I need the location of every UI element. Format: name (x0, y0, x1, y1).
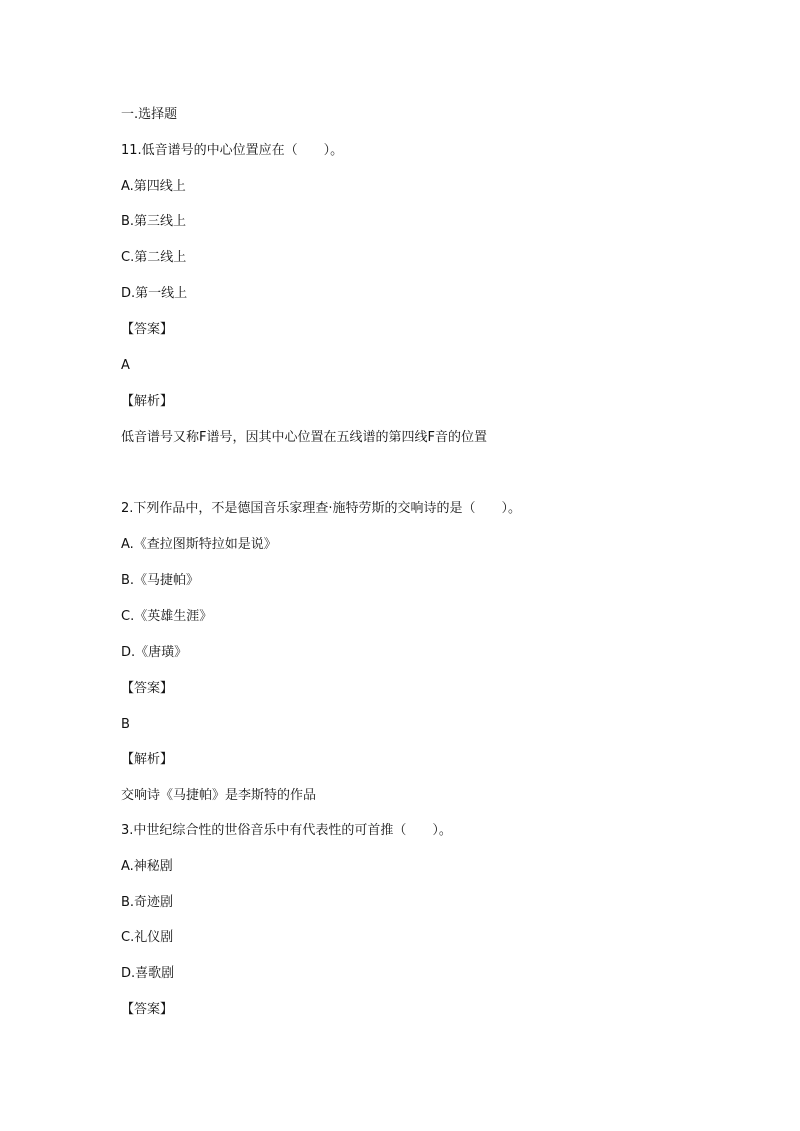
question-3-option-d: D.喜歌剧 (121, 966, 175, 981)
question-2-option-b: B.《马捷帕》 (121, 573, 200, 588)
question-1-option-d: D.第一线上 (121, 286, 188, 301)
question-2-answer-label: 【答案】 (121, 681, 174, 696)
question-1-stem: 11.低音谱号的中心位置应在（ ）。 (121, 143, 344, 158)
question-3-option-c: C.礼仪剧 (121, 930, 174, 945)
section-title: 一.选择题 (121, 107, 178, 122)
question-1-answer: A (121, 358, 130, 373)
question-2-answer: B (121, 717, 130, 732)
question-1-answer-label: 【答案】 (121, 322, 174, 337)
question-2-option-c: C.《英雄生涯》 (121, 609, 213, 624)
question-2-analysis: 交响诗《马捷帕》是李斯特的作品 (121, 788, 317, 803)
question-1-option-a: A.第四线上 (121, 179, 186, 194)
question-2-stem: 2.下列作品中，不是德国音乐家理查·施特劳斯的交响诗的是（ ）。 (121, 501, 522, 516)
question-3-option-b: B.奇迹剧 (121, 895, 174, 910)
question-2-option-d: D.《唐璜》 (121, 645, 188, 660)
question-1-option-c: C.第二线上 (121, 250, 187, 265)
question-1-analysis-label: 【解析】 (121, 394, 174, 409)
question-3-stem: 3.中世纪综合性的世俗音乐中有代表性的可首推（ ）。 (121, 823, 452, 838)
question-2-analysis-label: 【解析】 (121, 752, 174, 767)
question-3-answer-label: 【答案】 (121, 1002, 174, 1017)
question-1-analysis: 低音谱号又称F谱号，因其中心位置在五线谱的第四线F音的位置 (121, 430, 487, 445)
question-1-option-b: B.第三线上 (121, 214, 187, 229)
question-3-option-a: A.神秘剧 (121, 859, 173, 874)
question-2-option-a: A.《查拉图斯特拉如是说》 (121, 537, 277, 552)
